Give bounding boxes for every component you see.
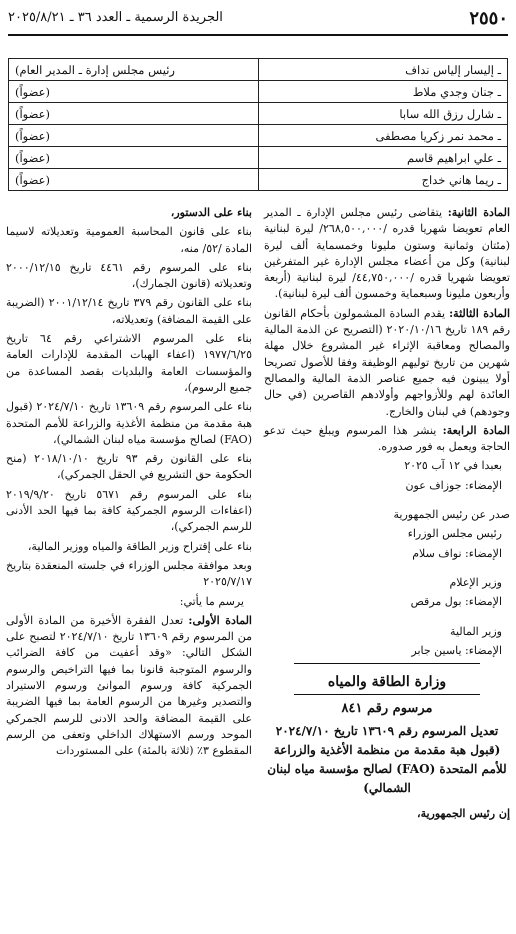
table-row — [9, 125, 508, 147]
article-label: المادة الرابعة: — [442, 423, 510, 437]
issued-by: صدر عن رئيس الجمهورية — [393, 508, 510, 522]
decrees-line: يرسم ما يأتي: — [179, 594, 244, 608]
pm-title: رئيس مجلس الوزراء — [407, 527, 502, 541]
member-role: رئيس مجلس إدارة ـ المدير العام) — [9, 59, 259, 81]
basis-item: بناء على قانون المحاسبة العمومية وتعديلاته لاسيما المادة /٥٢/ منه، — [6, 225, 252, 255]
divider — [294, 663, 480, 664]
divider — [294, 694, 480, 695]
table-row — [9, 169, 508, 191]
info-minister-title: وزير الإعلام — [449, 575, 502, 589]
table-row — [9, 147, 508, 169]
member-name: ـ ريما هاني خداج — [258, 169, 508, 191]
article-label: المادة الثانية: — [447, 206, 510, 219]
page-number: ٢٥٥٠ — [469, 8, 508, 29]
basis-heading: بناء على الدستور، — [170, 206, 252, 219]
article-text: يتقاضى رئيس مجلس الإدارة ـ المدير العام تعويضا شهريا قدره /٢٦٨,٥٠٠,٠٠٠/ ليرة لبنانية (مئتان وثمانية وستون مليونا وخمسماية ألف ليرة لبنانية) وكل من أعضاء مجلس الإدارة غير المتفرغين تعويضا شهريا قدره /٤٤,٧٥٠,٠٠٠/ ليرة لبنانية (أربعة وأربعون مليونا وسبعماية وخمسون ألف ليرة لبنانية). — [264, 206, 511, 301]
date-line: بعبدا في ١٢ آب ٢٠٢٥ — [404, 459, 502, 473]
finance-minister-signature: الإمضاء: ياسين جابر — [411, 643, 502, 657]
page-header — [8, 8, 508, 32]
basis-item: بناء على المرسوم رقم ٤٤٦١ تاريخ ٢٠٠٠/١٢/١٥ وتعديلاته (قانون الجمارك)، — [6, 260, 252, 291]
member-name: ـ علي ابراهيم قاسم — [258, 147, 508, 169]
gazette-title: الجريدة الرسمية ـ العدد ٣٦ ـ ٢٠٢٥/٨/٢١ — [8, 10, 223, 25]
table-row — [9, 59, 508, 81]
ministry-heading: وزارة الطاقة والمياه — [327, 674, 447, 691]
article-text: يقدم السادة المشمولون بأحكام القانون رقم ١٨٩ تاريخ ٢٠٢٠/١٠/١٦ (التصريح عن الذمة المالية والمصالح ومعاقبة الإثراء غير المشروع خلال مهلة شهرين من تاريخ توليهم الوظيفة وفقا للأصول تصريحا أولا يبينون فيه جميع عناصر الذمة المالية والمصالح العائدة لهم وللأزواجهم وأولادهم القاصرين (في حال وجودهم) في لبنان والخارج. — [264, 306, 511, 418]
member-role: (عضواً) — [9, 147, 259, 169]
article-label: المادة الأولى: — [188, 613, 252, 627]
member-name: ـ إليسار إلياس نداف — [258, 59, 508, 81]
decree-number: مرسوم رقم ٨٤١ — [341, 701, 433, 717]
decree-title: تعديل المرسوم رقم ١٣٦٠٩ تاريخ ٢٠٢٤/٧/١٠ (قبول هبة مقدمة من منظمة الأغذية والزراعة للأمم المتحدة (FAO) لصالح مؤسسة مياه لبنان الشمالي) — [267, 723, 507, 795]
president-signature: الإمضاء: جوزاف عون — [405, 478, 502, 492]
basis-item: بناء على المرسوم رقم ١٣٦٠٩ تاريخ ٢٠٢٤/٧/١٠ (قبول هبة مقدمة من منظمة الأغذية والزراعة للأمم المتحدة (FAO) لصالح مؤسسة مياه لبنان الشمالي)، — [6, 400, 253, 446]
left-column — [6, 205, 252, 763]
basis-item: وبعد موافقة مجلس الوزراء في جلسته المنعقدة بتاريخ ٢٠٢٥/٧/١٧ — [6, 558, 252, 589]
article-2 — [264, 205, 510, 303]
article-3 — [264, 306, 510, 420]
member-role: (عضواً) — [9, 103, 259, 125]
table-row — [9, 81, 508, 103]
basis-item: بناء على القانون رقم ٩٣ تاريخ ٢٠١٨/١٠/١٠ (منح الحكومة حق التشريع في الحقل الجمركي)، — [6, 452, 252, 482]
member-role: (عضواً) — [9, 125, 259, 147]
header-rule — [8, 34, 508, 36]
info-minister-signature: الإمضاء: بول مرقص — [410, 595, 502, 609]
article-label: المادة الثالثة: — [449, 306, 511, 320]
member-role: (عضواً) — [9, 169, 259, 191]
basis-item: بناء على القانون رقم ٣٧٩ تاريخ ٢٠٠١/١٢/١٤ (الضريبة على القيمة المضافة) وتعديلاته، — [6, 296, 252, 326]
basis-item: بناء على المرسوم الاشتراعي رقم ٦٤ تاريخ ١٩٧٧/٦/٢٥ (اعفاء الهبات المقدمة للإدارات العامة والمؤسسات العامة والبلديات بقصد المساعدة من جميع الرسوم)، — [6, 332, 252, 394]
article-1 — [6, 613, 252, 760]
president-intro: إن رئيس الجمهورية، — [417, 806, 510, 820]
right-column — [264, 205, 510, 825]
basis-item: بناء على المرسوم رقم ٥٦٧١ تاريخ ٢٠١٩/٩/٢٠ (اعفاءات الرسوم الجمركية كافة بما فيها الحد الأدنى للرسم الجمركي)، — [6, 487, 252, 534]
pm-signature: الإمضاء: نواف سلام — [412, 546, 502, 560]
member-role: (عضواً) — [9, 81, 259, 103]
table-row — [9, 103, 508, 125]
finance-minister-title: وزير المالية — [450, 624, 502, 638]
basis-item: بناء على إقتراح وزير الطاقة والمياه ووزير المالية، — [27, 539, 252, 553]
member-name: ـ جنان وجدي ملاط — [258, 81, 508, 103]
article-4 — [264, 423, 510, 456]
article-text: ينشر هذا المرسوم ويبلغ حيث تدعو الحاجة ويعمل به فور صدوره. — [264, 423, 510, 454]
member-name: ـ محمد نمر زكريا مصطفى — [258, 125, 508, 147]
article-text: تعدل الفقرة الأخيرة من المادة الأولى من المرسوم رقم ١٣٦٠٩ تاريخ ٢٠٢٤/٧/١٠ لتصبح على الشكل التالي: «وقد أعفيت من كافة الضرائب والرسوم المتوجبة قانونا بما فيها التراخيص والرسوم الجمركية كافة ورسوم الموانئ ورسوم الاستيراد والتصدير وغيرها من الرسوم العامة بما فيها الضريبة على القيمة المضافة والحد الادنى للرسم الجمركي الموحد ورسم الاستهلاك الداخلي وتعفى من الرسم المقطوع ٣٪ (ثلاثة بالمئة) على المستوردات — [6, 613, 252, 758]
member-name: ـ شارل رزق الله سابا — [258, 103, 508, 125]
board-members-table — [8, 58, 508, 191]
